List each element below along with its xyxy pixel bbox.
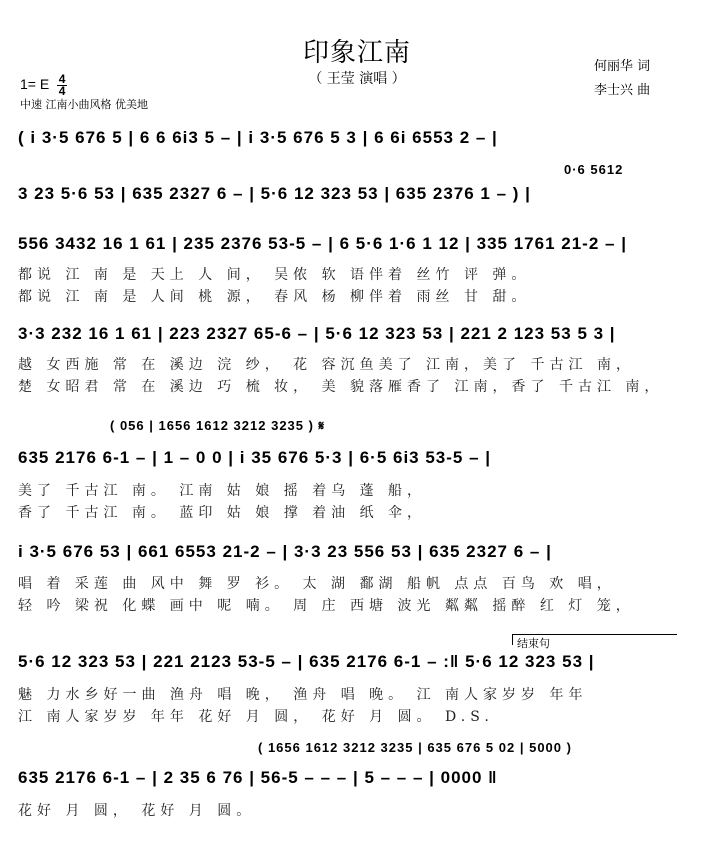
score-line-5: 635 2176 6-1 – | 1 – 0 0 | i 35 676 5·3 | 6·5 6i3 53-5 – | xyxy=(18,448,492,467)
overlay-line-2: 0·6 5612 xyxy=(564,162,624,177)
lyricist-credit: 何丽华 词 xyxy=(594,59,651,74)
lyric-line-4-verse-2: 楚 女昭君 常 在 溪边 巧 梳 妆， 美 貌落雁香了 江南，香了 千古江 南， xyxy=(18,379,664,395)
score-line-1: ( i 3·5 676 5 | 6 6 6i3 5 – | i 3·5 676 5 3 | 6 6i 6553 2 – | xyxy=(18,128,498,147)
lyric-line-6-verse-2: 轻 吟 梁祝 化蝶 画中 呢 喃。 周 庄 西塘 波光 粼粼 摇醉 红 灯 笼， xyxy=(18,598,635,614)
lyric-line-5-verse-1: 美了 千古江 南。 江南 姑 娘 摇 着乌 蓬 船， xyxy=(18,483,427,499)
song-title: 印象江南 xyxy=(302,38,411,68)
ending-label: 结束句 xyxy=(517,637,550,650)
lyric-line-8-verse-1: 花好 月 圆， 花好 月 圆。 xyxy=(18,803,256,819)
time-signature xyxy=(57,74,67,97)
composer-credit: 李士兴 曲 xyxy=(594,83,651,98)
lyric-line-3-verse-1: 都说 江 南 是 天上 人 间， 吴侬 软 语伴着 丝竹 评 弹。 xyxy=(18,267,531,283)
score-line-6: i 3·5 676 53 | 661 6553 21-2 – | 3·3 23 556 53 | 635 2327 6 – | xyxy=(18,542,552,561)
tempo-marking: 中速 江南小曲风格 优美地 xyxy=(20,98,148,111)
lyric-line-7-verse-2: 江 南人家岁岁 年年 花好 月 圆， 花好 月 圆。 D.S. xyxy=(18,709,494,725)
score-line-2: 3 23 5·6 53 | 635 2327 6 – | 5·6 12 323 53 | 635 2376 1 – ) | xyxy=(18,184,531,203)
overlay-line-5: ( 056 | 1656 1612 3212 3235 ) 𝄋 xyxy=(110,418,326,433)
score-line-4: 3·3 232 16 1 61 | 223 2327 65-6 – | 5·6 12 323 53 | 221 2 123 53 5 3 | xyxy=(18,324,616,343)
score-line-3: 556 3432 16 1 61 | 235 2376 53-5 – | 6 5·6 1·6 1 12 | 335 1761 21-2 – | xyxy=(18,234,627,253)
score-line-7: 5·6 12 323 53 | 221 2123 53-5 – | 635 2176 6-1 – :‖ 5·6 12 323 53 | xyxy=(18,652,595,671)
time-sig-bottom: 4 xyxy=(58,84,66,98)
lyric-line-6-verse-1: 唱 着 采莲 曲 风中 舞 罗 衫。 太 湖 鄱湖 船帆 点点 百鸟 欢 唱， xyxy=(18,576,616,592)
lyric-line-7-verse-1: 魅 力水乡好一曲 渔舟 唱 晚， 渔舟 唱 晚。 江 南人家岁岁 年年 xyxy=(18,687,588,703)
lyric-line-4-verse-1: 越 女西施 常 在 溪边 浣 纱， 花 容沉鱼美了 江南，美了 千古江 南， xyxy=(18,357,635,373)
score-line-8: 635 2176 6-1 – | 2 35 6 76 | 56-5 – – – | 5 – – – | 0000 ‖ xyxy=(18,768,498,787)
key-label: 1= E xyxy=(20,76,50,93)
ending-bracket xyxy=(512,634,677,650)
lyric-line-3-verse-2: 都说 江 南 是 人间 桃 源， 春风 杨 柳伴着 雨丝 甘 甜。 xyxy=(18,289,531,305)
singer-credit: （ 王莹 演唱 ） xyxy=(308,71,406,87)
lyric-line-5-verse-2: 香了 千古江 南。 蓝印 姑 娘 撑 着油 纸 伞， xyxy=(18,505,427,521)
overlay-line-8: ( 1656 1612 3212 3235 | 635 676 5 02 | 5000 ) xyxy=(258,740,572,755)
time-sig-top: 4 xyxy=(58,72,66,86)
key-signature xyxy=(20,74,67,97)
